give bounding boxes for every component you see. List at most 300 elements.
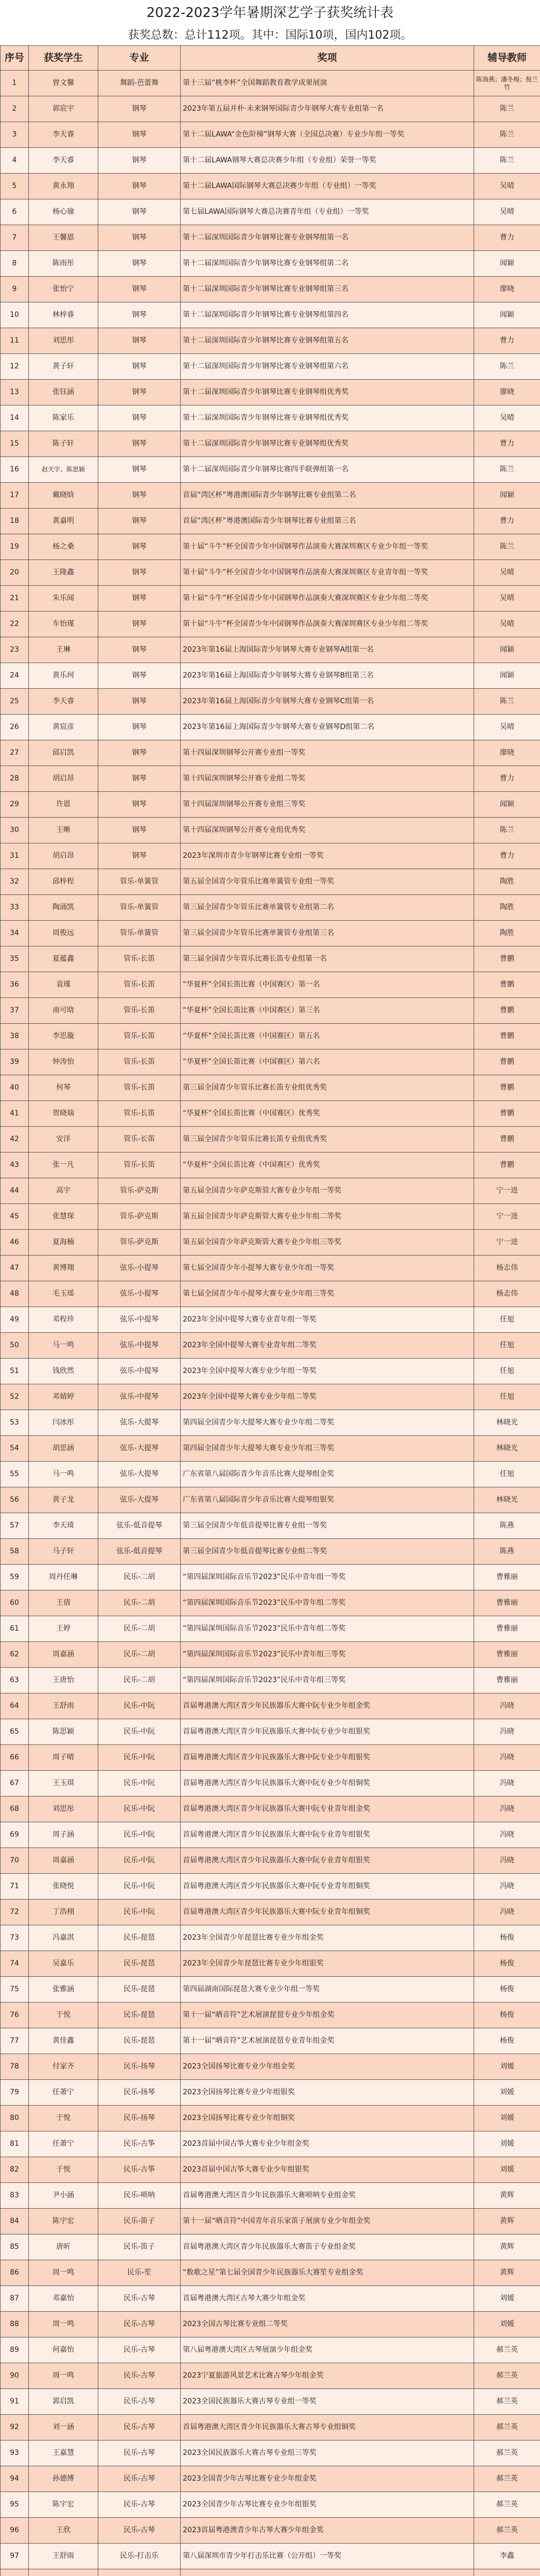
table-row — [1, 71, 540, 96]
cell-no: 47 — [1, 1256, 29, 1281]
cell-teacher: 刘媛 — [474, 2312, 540, 2337]
cell-no: 4 — [1, 148, 29, 174]
cell-major: 钢琴 — [98, 637, 181, 663]
cell-student: 胡思涵 — [29, 1436, 98, 1462]
cell-student: 黄永翔 — [29, 174, 98, 199]
cell-teacher: 陈兰 — [474, 457, 540, 483]
cell-major: 钢琴 — [98, 431, 181, 457]
table-row — [1, 509, 540, 534]
cell-no: 12 — [1, 354, 29, 380]
cell-student: 付家齐 — [29, 2054, 98, 2080]
cell-no: 43 — [1, 1153, 29, 1178]
cell-no: 34 — [1, 921, 29, 946]
cell-teacher: 郝兰英 — [474, 2441, 540, 2466]
cell-student: 王隆鑫 — [29, 560, 98, 586]
cell-award: 首届粤港澳大湾区青少年民族器乐大赛中阮专业少年组金奖 — [181, 1693, 474, 1719]
cell-student: 何嘉怡 — [29, 2337, 98, 2363]
cell-major: 钢琴 — [98, 122, 181, 148]
cell-teacher: 闻颖 — [474, 251, 540, 277]
cell-award: “华夏杯”全国长笛比赛（中国赛区）第五名 — [181, 1024, 474, 1049]
cell-award: “华夏杯”全国长笛比赛（中国赛区）优秀奖 — [181, 1153, 474, 1178]
cell-student: 王舒雨 — [29, 2544, 98, 2569]
cell-teacher: 林晓光 — [474, 1487, 540, 1513]
cell-teacher: 郝兰英 — [474, 2466, 540, 2492]
cell-award: “数歌之星”第七届全国青少年民族器乐大赛笙专业组金奖 — [181, 2260, 474, 2286]
table-row — [1, 818, 540, 843]
cell-student: 郭宸宇 — [29, 96, 98, 122]
cell-student: 周嘉涵 — [29, 1848, 98, 1874]
cell-major: 管乐-单簧管 — [98, 921, 181, 946]
cell-major: 民乐-笙 — [98, 2260, 181, 2286]
cell-award: 第十届“斗牛”杯全国青少年中国钢琴作品演奏大赛深圳赛区专业少年组一等奖 — [181, 534, 474, 560]
cell-teacher: 冯晓 — [474, 1900, 540, 1925]
cell-award: 第四届湖南国际琵琶大赛专业少年组一等奖 — [181, 1977, 474, 2003]
cell-teacher: 任旭 — [474, 1462, 540, 1487]
cell-teacher: 吴晴 — [474, 405, 540, 431]
cell-student: 贺晓瑞 — [29, 1101, 98, 1127]
cell-no: 41 — [1, 1101, 29, 1127]
cell-no: 65 — [1, 1719, 29, 1745]
cell-teacher: 吴晴 — [474, 174, 540, 199]
cell-award: 2023年全国中提琴大赛专业少年组一等奖 — [181, 1359, 474, 1384]
cell-award: 广东省第八届国际青少年音乐比赛大提琴组银奖 — [181, 1487, 474, 1513]
cell-student: 刘思彤 — [29, 328, 98, 354]
cell-no: 7 — [1, 225, 29, 251]
table-row — [1, 2106, 540, 2131]
cell-teacher: 宁一进 — [474, 1178, 540, 1204]
page-title: 2022-2023学年暑期深艺学子获奖统计表 — [146, 5, 394, 21]
table-row — [1, 1101, 540, 1127]
table-row — [1, 1693, 540, 1719]
cell-no: 13 — [1, 380, 29, 405]
cell-teacher: 郝兰英 — [474, 2389, 540, 2415]
cell-teacher: 陶胜 — [474, 895, 540, 921]
cell-no: 96 — [1, 2518, 29, 2544]
cell-teacher: 黄辉 — [474, 2234, 540, 2260]
cell-teacher: 刘媛 — [474, 2131, 540, 2157]
cell-no: 24 — [1, 663, 29, 689]
cell-major: 钢琴 — [98, 354, 181, 380]
cell-no: 6 — [1, 199, 29, 225]
cell-award: 第十二届深圳国际青少年钢琴比赛专业钢琴组第四名 — [181, 302, 474, 328]
cell-no: 17 — [1, 483, 29, 509]
table-row — [1, 457, 540, 483]
table-row — [1, 921, 540, 946]
cell-teacher: 刘媛 — [474, 2080, 540, 2106]
cell-award: 第七届LAWA国际钢琴大赛总决赛青年组（专业组）一等奖 — [181, 199, 474, 225]
cell-teacher: 杨俊 — [474, 1925, 540, 1951]
cell-major: 管乐-萨克斯 — [98, 1178, 181, 1204]
cell-student: 闫冰彤 — [29, 1410, 98, 1436]
cell-student: 邓嘉怡 — [29, 2286, 98, 2312]
header-student: 获奖学生 — [29, 46, 98, 71]
cell-teacher: 刘媛 — [474, 2106, 540, 2131]
table-row — [1, 1487, 540, 1513]
cell-teacher: 陶胜 — [474, 869, 540, 895]
award-table — [0, 45, 540, 2576]
cell-award: 第三届全国青少年低音提琴比赛专业组二等奖 — [181, 1539, 474, 1565]
cell-teacher: 陶胜 — [474, 921, 540, 946]
table-row — [1, 612, 540, 637]
cell-major: 钢琴 — [98, 740, 181, 766]
cell-major: 钢琴 — [98, 689, 181, 715]
table-row — [1, 1153, 540, 1178]
table-row — [1, 1230, 540, 1256]
cell-student: 王晰 — [29, 818, 98, 843]
cell-award: 第四届全国青少年大提琴大赛专业少年组三等奖 — [181, 1436, 474, 1462]
cell-major: 管乐-长笛 — [98, 946, 181, 972]
table-row — [1, 1797, 540, 1822]
table-row — [1, 1874, 540, 1900]
cell-no: 37 — [1, 998, 29, 1024]
cell-student: 周丹任琳 — [29, 1565, 98, 1590]
cell-student: 尹小涵 — [29, 2183, 98, 2209]
cell-no: 83 — [1, 2183, 29, 2209]
cell-major: 钢琴 — [98, 586, 181, 612]
cell-student: 张一凡 — [29, 1153, 98, 1178]
cell-student: 邓婧婷 — [29, 1384, 98, 1410]
cell-student: 王舒雨 — [29, 1693, 98, 1719]
cell-no: 76 — [1, 2003, 29, 2028]
cell-student: 黄子轩 — [29, 354, 98, 380]
cell-student: 王欣 — [29, 2518, 98, 2544]
cell-student: 周嘉涵 — [29, 1642, 98, 1668]
table-row — [1, 2054, 540, 2080]
cell-teacher: 郝兰英 — [474, 2363, 540, 2389]
cell-no: 11 — [1, 328, 29, 354]
cell-award: 首届粤港澳大湾区青少年民族器乐大赛中阮专业青年组银奖 — [181, 1822, 474, 1848]
cell-teacher: 曹雅丽 — [474, 1642, 540, 1668]
cell-award: 2023全国青少年古琴比赛专业少年组金奖 — [181, 2466, 474, 2492]
cell-award: 第三届全国青少年管乐比赛长笛专业组优秀奖 — [181, 1075, 474, 1101]
cell-student: 于悦 — [29, 2106, 98, 2131]
cell-major: 民乐-古琴 — [98, 2441, 181, 2466]
cell-teacher: 陈兰 — [474, 689, 540, 715]
cell-teacher: 郝兰英 — [474, 2337, 540, 2363]
cell-no: 87 — [1, 2286, 29, 2312]
cell-teacher: 廖晓 — [474, 740, 540, 766]
cell-teacher: 闻颖 — [474, 302, 540, 328]
table-row — [1, 1204, 540, 1230]
cell-student: 张钰涵 — [29, 380, 98, 405]
cell-student: 陈宇宏 — [29, 2492, 98, 2518]
cell-award: 第十四届深圳钢琴公开赛专业组三等奖 — [181, 792, 474, 818]
cell-no: 86 — [1, 2260, 29, 2286]
cell-student: 陈家乐 — [29, 405, 98, 431]
cell-major — [98, 2569, 181, 2576]
cell-no: 93 — [1, 2441, 29, 2466]
cell-student: 周子晴 — [29, 1745, 98, 1771]
cell-award: 2023全国青少年古琴比赛专业少年组银奖 — [181, 2492, 474, 2518]
cell-major: 民乐-古琴 — [98, 2286, 181, 2312]
table-row — [1, 2080, 540, 2106]
table-row — [1, 1977, 540, 2003]
cell-major: 钢琴 — [98, 612, 181, 637]
cell-no: 57 — [1, 1513, 29, 1539]
cell-student: 张晓悦 — [29, 1874, 98, 1900]
cell-no: 78 — [1, 2054, 29, 2080]
cell-award: “华夏杯”全国长笛比赛（中国赛区）第一名 — [181, 972, 474, 998]
cell-no: 52 — [1, 1384, 29, 1410]
cell-student: 张雅涵 — [29, 1977, 98, 2003]
cell-teacher: 曹鹏 — [474, 1024, 540, 1049]
cell-no: 66 — [1, 1745, 29, 1771]
cell-student: 袁瑾 — [29, 972, 98, 998]
cell-teacher: 李鑫 — [474, 2544, 540, 2569]
table-row — [1, 2234, 540, 2260]
cell-award: 第十三届“桃李杯”全国舞蹈教育教学成果展演 — [181, 71, 474, 96]
cell-no: 39 — [1, 1049, 29, 1075]
cell-no: 94 — [1, 2466, 29, 2492]
table-row — [1, 895, 540, 921]
cell-major: 民乐-中阮 — [98, 1771, 181, 1797]
cell-student: 杨心瑜 — [29, 199, 98, 225]
cell-no: 73 — [1, 1925, 29, 1951]
table-row — [1, 1951, 540, 1977]
cell-no: 23 — [1, 637, 29, 663]
cell-student: 夏海楠 — [29, 1230, 98, 1256]
cell-teacher: 曹鹏 — [474, 1049, 540, 1075]
cell-teacher: 曹雅丽 — [474, 1590, 540, 1616]
cell-major: 民乐-琵琶 — [98, 1951, 181, 1977]
table-row — [1, 1539, 540, 1565]
cell-teacher: 曹鹏 — [474, 1153, 540, 1178]
cell-no: 61 — [1, 1616, 29, 1642]
table-row — [1, 946, 540, 972]
cell-teacher: 刘媛 — [474, 2286, 540, 2312]
cell-no: 97 — [1, 2544, 29, 2569]
cell-award: 第十四届深圳钢琴公开赛专业组一等奖 — [181, 740, 474, 766]
cell-no: 1 — [1, 71, 29, 96]
cell-award — [181, 2569, 474, 2576]
table-row — [1, 1384, 540, 1410]
cell-major: 民乐-扬琴 — [98, 2106, 181, 2131]
cell-no: 22 — [1, 612, 29, 637]
cell-student: 毛玉瑶 — [29, 1281, 98, 1307]
cell-student: 周一鸣 — [29, 2363, 98, 2389]
cell-major: 管乐-长笛 — [98, 1153, 181, 1178]
cell-major: 弦乐-中提琴 — [98, 1384, 181, 1410]
cell-award: 2023年第16届上海国际青少年钢琴大赛专业钢琴A组第一名 — [181, 637, 474, 663]
cell-student: 马子轩 — [29, 1539, 98, 1565]
cell-student: 李天睿 — [29, 122, 98, 148]
cell-no: 54 — [1, 1436, 29, 1462]
table-row — [1, 1127, 540, 1153]
cell-major: 钢琴 — [98, 843, 181, 869]
cell-teacher: 任旭 — [474, 1307, 540, 1333]
cell-award: 第十一届“晒音符”中国青年音乐家笛子展演专业少年组金奖 — [181, 2209, 474, 2234]
cell-teacher: 曹鹏 — [474, 1127, 540, 1153]
cell-no: 81 — [1, 2131, 29, 2157]
cell-major: 钢琴 — [98, 534, 181, 560]
cell-teacher: 吴晴 — [474, 612, 540, 637]
cell-teacher: 郝兰英 — [474, 2415, 540, 2441]
cell-no: 5 — [1, 174, 29, 199]
table-row — [1, 972, 540, 998]
cell-no: 18 — [1, 509, 29, 534]
cell-major: 民乐-古琴 — [98, 2363, 181, 2389]
cell-award: 首届粤港澳大湾区青少年民族器乐大赛中阮专业青年组银奖 — [181, 1848, 474, 1874]
cell-teacher: 杨俊 — [474, 2028, 540, 2054]
cell-award: 首届粤港澳大湾区古琴大赛少年组金奖 — [181, 2286, 474, 2312]
cell-student: 黄嘉明 — [29, 509, 98, 534]
cell-student: 黄宸彦 — [29, 715, 98, 740]
cell-teacher: 黄辉 — [474, 2183, 540, 2209]
table-row — [1, 663, 540, 689]
cell-award: 第十二届深圳国际青少年钢琴比赛专业钢琴组优秀奖 — [181, 405, 474, 431]
cell-major: 钢琴 — [98, 560, 181, 586]
cell-teacher: 任旭 — [474, 1359, 540, 1384]
cell-teacher: 吴晴 — [474, 560, 540, 586]
cell-student: 黄子龙 — [29, 1487, 98, 1513]
cell-major: 弦乐-大提琴 — [98, 1436, 181, 1462]
cell-award: 首届粤港澳大湾区青少年民族器乐大赛笛子专业组金奖 — [181, 2234, 474, 2260]
cell-major: 民乐-古琴 — [98, 2518, 181, 2544]
cell-major: 民乐-二胡 — [98, 1590, 181, 1616]
cell-major: 弦乐-大提琴 — [98, 1487, 181, 1513]
cell-major: 民乐-古琴 — [98, 2466, 181, 2492]
cell-major: 钢琴 — [98, 277, 181, 302]
cell-award: 第三届全国青少年管乐比赛长笛专业组第一名 — [181, 946, 474, 972]
cell-teacher: 郝兰英 — [474, 2518, 540, 2544]
cell-major: 钢琴 — [98, 483, 181, 509]
cell-no: 63 — [1, 1668, 29, 1693]
cell-teacher: 曹鹏 — [474, 972, 540, 998]
cell-teacher: 刘媛 — [474, 2157, 540, 2183]
table-row — [1, 2312, 540, 2337]
table-row — [1, 998, 540, 1024]
cell-major: 管乐-长笛 — [98, 1075, 181, 1101]
table-row — [1, 1462, 540, 1487]
table-row — [1, 1848, 540, 1874]
cell-student: 陈雨彤 — [29, 251, 98, 277]
table-row — [1, 122, 540, 148]
award-summary: 获奖总数：总计112项。其中：国际10项，国内102项。 — [128, 29, 412, 42]
cell-major: 民乐-扬琴 — [98, 2054, 181, 2080]
table-row — [1, 1256, 540, 1281]
cell-teacher: 刘媛 — [474, 2054, 540, 2080]
cell-student: 刘一涵 — [29, 2415, 98, 2441]
cell-award: 2023年全国中提琴大赛专业少年组二等奖 — [181, 1384, 474, 1410]
cell-major: 管乐-单簧管 — [98, 869, 181, 895]
cell-student: 王唐怡 — [29, 1668, 98, 1693]
cell-major: 民乐-笛子 — [98, 2234, 181, 2260]
cell-major: 民乐-琵琶 — [98, 1977, 181, 2003]
table-row — [1, 1513, 540, 1539]
table-row — [1, 251, 540, 277]
cell-major: 弦乐-中提琴 — [98, 1333, 181, 1359]
header-award: 奖项 — [181, 46, 474, 71]
cell-no: 49 — [1, 1307, 29, 1333]
cell-major: 钢琴 — [98, 818, 181, 843]
table-row — [1, 869, 540, 895]
cell-teacher: 冯晓 — [474, 1771, 540, 1797]
cell-award: 广东省第八届国际青少年音乐比赛大提琴组金奖 — [181, 1462, 474, 1487]
table-row — [1, 560, 540, 586]
cell-student: 高宇 — [29, 1178, 98, 1204]
cell-student: 马一鸣 — [29, 1462, 98, 1487]
cell-student: 李思璇 — [29, 1024, 98, 1049]
cell-no: 20 — [1, 560, 29, 586]
cell-no: 89 — [1, 2337, 29, 2363]
cell-major: 民乐-古琴 — [98, 2492, 181, 2518]
cell-teacher: 宁一进 — [474, 1204, 540, 1230]
table-row — [1, 1178, 540, 1204]
cell-major: 民乐-古筝 — [98, 2157, 181, 2183]
cell-teacher: 冯晓 — [474, 1822, 540, 1848]
cell-student: 周一鸣 — [29, 2260, 98, 2286]
cell-award: 第十届“斗牛”杯全国青少年中国钢琴作品演奏大赛深圳赛区专业少年组二等奖 — [181, 612, 474, 637]
cell-teacher: 陈兰 — [474, 148, 540, 174]
cell-major: 管乐-萨克斯 — [98, 1204, 181, 1230]
cell-teacher: 杨志伟 — [474, 1281, 540, 1307]
cell-award: 第十一届“晒音符”艺术展演琵琶专业青年组金奖 — [181, 2028, 474, 2054]
cell-teacher: 闻颖 — [474, 792, 540, 818]
cell-award: 第十二届深圳国际青少年钢琴比赛专业钢琴组第一名 — [181, 225, 474, 251]
cell-student: 孙德博 — [29, 2466, 98, 2492]
cell-no: 60 — [1, 1590, 29, 1616]
cell-no: 92 — [1, 2415, 29, 2441]
cell-teacher: 曹鹏 — [474, 998, 540, 1024]
cell-teacher: 冯晓 — [474, 1797, 540, 1822]
cell-award: 首届粤港澳大湾区青少年民族器乐大赛中阮专业少年组银奖 — [181, 1719, 474, 1745]
cell-award: 2023年第五届并朴·未来钢琴国际青少年钢琴大赛专业组第一名 — [181, 96, 474, 122]
cell-student — [29, 2569, 98, 2576]
table-row — [1, 2003, 540, 2028]
cell-major: 弦乐-小提琴 — [98, 1281, 181, 1307]
table-row — [1, 1719, 540, 1745]
cell-student: 马一鸣 — [29, 1333, 98, 1359]
table-row — [1, 1049, 540, 1075]
cell-major: 钢琴 — [98, 199, 181, 225]
cell-teacher: 陈海燕；潘冬梅；倪兰竹 — [474, 71, 540, 96]
table-row — [1, 1359, 540, 1384]
cell-no: 71 — [1, 1874, 29, 1900]
cell-teacher: 闻颖 — [474, 663, 540, 689]
cell-no: 35 — [1, 946, 29, 972]
cell-teacher: 林晓光 — [474, 1410, 540, 1436]
cell-no: 30 — [1, 818, 29, 843]
cell-student: 陈宇宏 — [29, 2209, 98, 2234]
cell-teacher: 杨俊 — [474, 1951, 540, 1977]
cell-award: 首届粤港澳大湾区青少年民族器乐大赛唢呐专业组金奖 — [181, 2183, 474, 2209]
cell-student: 王琳 — [29, 637, 98, 663]
cell-no: 74 — [1, 1951, 29, 1977]
header-major: 专业 — [98, 46, 181, 71]
cell-award: 2023全国古琴比赛专业组二等奖 — [181, 2312, 474, 2337]
cell-award: 首届粤港澳大湾区青少年民族器乐大赛中阮专业青年组铜奖 — [181, 1874, 474, 1900]
cell-student: 李天睿 — [29, 689, 98, 715]
cell-teacher: 冯晓 — [474, 1874, 540, 1900]
cell-award: 2023首届中国古筝大赛专业少年组金奖 — [181, 2131, 474, 2157]
cell-teacher — [474, 2569, 540, 2576]
cell-teacher: 曹雅丽 — [474, 1616, 540, 1642]
cell-major: 钢琴 — [98, 302, 181, 328]
table-row — [1, 740, 540, 766]
cell-no: 75 — [1, 1977, 29, 2003]
cell-no: 9 — [1, 277, 29, 302]
cell-no: 79 — [1, 2080, 29, 2106]
cell-no: 2 — [1, 96, 29, 122]
cell-award: 2023全国扬琴比赛专业少年组银奖 — [181, 2080, 474, 2106]
cell-award: 第七届全国青少年小提琴大赛专业少年组一等奖 — [181, 1256, 474, 1281]
cell-major: 民乐-琵琶 — [98, 2028, 181, 2054]
cell-teacher: 冯晓 — [474, 1848, 540, 1874]
cell-major: 民乐-二胡 — [98, 1616, 181, 1642]
cell-major: 弦乐-中提琴 — [98, 1359, 181, 1384]
table-row — [1, 380, 540, 405]
cell-award: 第三届全国青少年管乐比赛长笛专业组优秀奖 — [181, 1127, 474, 1153]
